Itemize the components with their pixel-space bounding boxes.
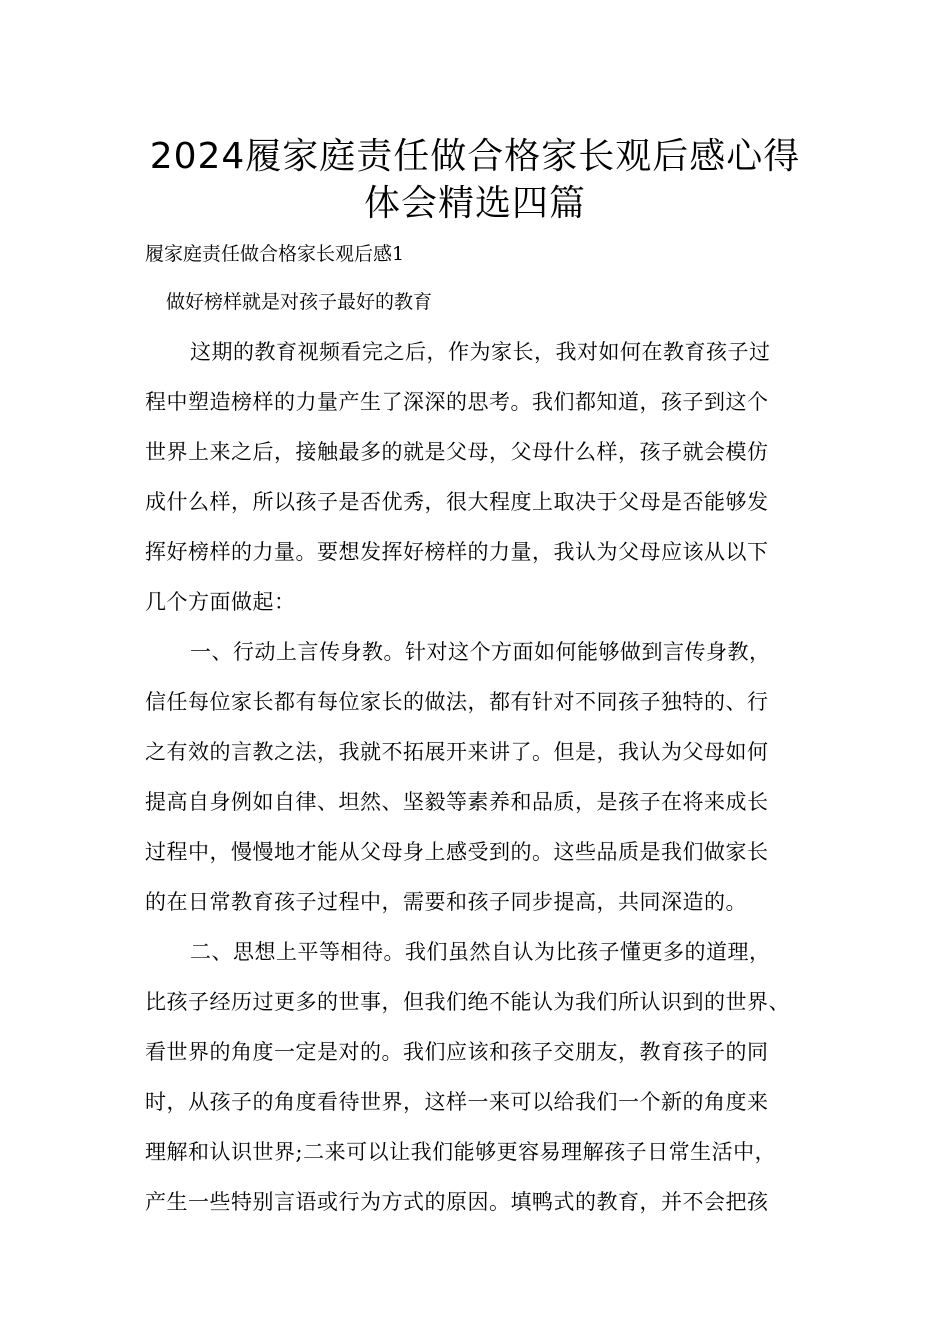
paragraph-line: 比孩子经历过更多的世事，但我们绝不能认为我们所认识到的世界、 xyxy=(145,990,790,1014)
paragraph-line: 几个方面做起： xyxy=(145,590,296,614)
paragraph-line: 的在日常教育孩子过程中，需要和孩子同步提高，共同深造的。 xyxy=(145,890,747,914)
paragraph-line: 世界上来之后，接触最多的就是父母，父母什么样，孩子就会模仿 xyxy=(145,440,769,464)
paragraph-line: 二、思想上平等相待。我们虽然自认为比孩子懂更多的道理， xyxy=(190,940,771,964)
paragraph-line: 提高自身例如自律、坦然、坚毅等素养和品质，是孩子在将来成长 xyxy=(145,790,769,814)
paragraph-line: 程中塑造榜样的力量产生了深深的思考。我们都知道，孩子到这个 xyxy=(145,390,769,414)
paragraph-line: 产生一些特别言语或行为方式的原因。填鸭式的教育，并不会把孩 xyxy=(145,1190,769,1214)
document-title-line-2: 体会精选四篇 xyxy=(363,183,586,224)
essay-title: 做好榜样就是对孩子最好的教育 xyxy=(166,291,433,313)
paragraph-line: 这期的教育视频看完之后，作为家长，我对如何在教育孩子过 xyxy=(190,340,771,364)
paragraph-line: 挥好榜样的力量。要想发挥好榜样的力量，我认为父母应该从以下 xyxy=(145,540,769,564)
paragraph-line: 理解和认识世界;二来可以让我们能够更容易理解孩子日常生活中， xyxy=(145,1140,777,1164)
paragraph-line: 看世界的角度一定是对的。我们应该和孩子交朋友，教育孩子的同 xyxy=(145,1040,769,1064)
section-title: 履家庭责任做合格家长观后感1 xyxy=(145,243,405,265)
paragraph-line: 信任每位家长都有每位家长的做法，都有针对不同孩子独特的、行 xyxy=(145,690,769,714)
paragraph-line: 过程中，慢慢地才能从父母身上感受到的。这些品质是我们做家长 xyxy=(145,840,769,864)
document-title-line-1: 2024履家庭责任做合格家长观后感心得 xyxy=(149,136,801,177)
paragraph-line: 之有效的言教之法，我就不拓展开来讲了。但是，我认为父母如何 xyxy=(145,740,769,764)
paragraph-line: 成什么样，所以孩子是否优秀，很大程度上取决于父母是否能够发 xyxy=(145,490,769,514)
paragraph-line: 时，从孩子的角度看待世界，这样一来可以给我们一个新的角度来 xyxy=(145,1090,769,1114)
paragraph-line: 一、行动上言传身教。针对这个方面如何能够做到言传身教， xyxy=(190,640,771,664)
